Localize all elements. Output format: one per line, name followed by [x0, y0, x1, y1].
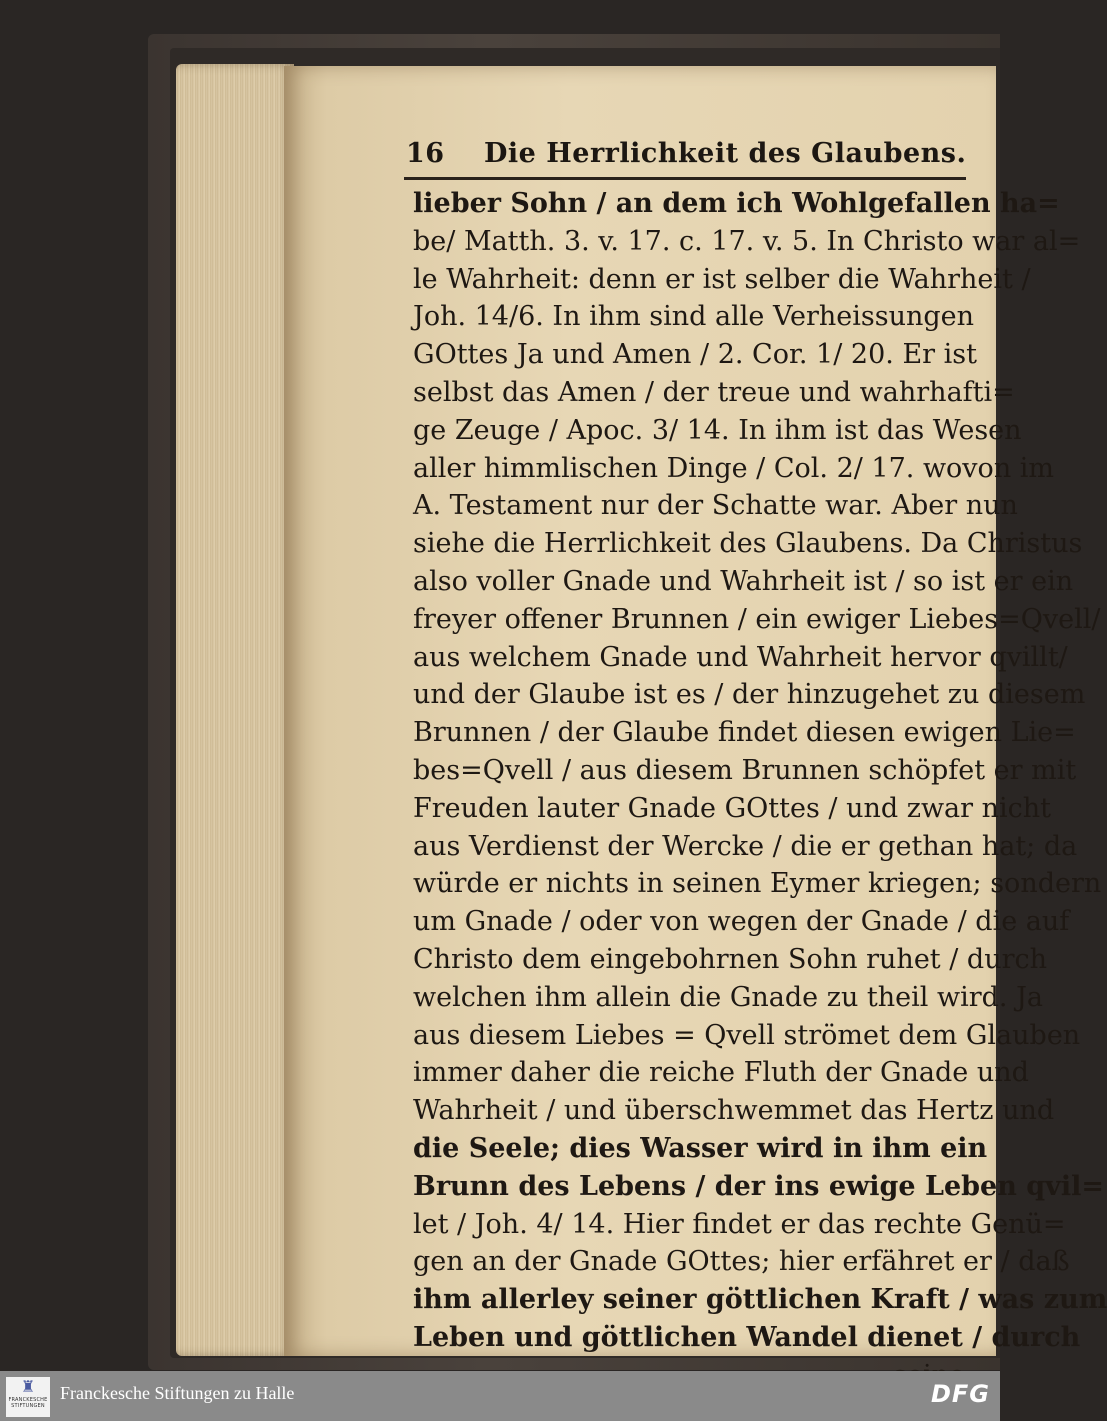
text-line: aller himmlischen Dinge / Col. 2/ 17. wovon im [413, 452, 1055, 484]
dfg-logo[interactable]: DFG [930, 1380, 990, 1408]
page-header [406, 134, 966, 178]
text-line: freyer offener Brunnen / ein ewiger Liebes=Qvell/ [413, 603, 1101, 635]
text-line: be/ Matth. 3. v. 17. c. 17. v. 5. In Christo war al= [413, 225, 1081, 257]
text-line: würde er nichts in seinen Eymer kriegen; sondern [413, 868, 1102, 900]
text-line: lieber Sohn / an dem ich Wohlgefallen ha= [413, 188, 1060, 219]
text-line: und der Glaube ist es / der hinzugehet zu diesem [413, 679, 1086, 711]
text-line: Joh. 14/6. In ihm sind alle Verheissungen [413, 301, 975, 333]
text-line: aus welchem Gnade und Wahrheit hervor qvillt/ [413, 641, 1068, 673]
institution-logo[interactable] [6, 1377, 50, 1417]
text-line: Wahrheit / und überschwemmet das Hertz und [413, 1095, 1055, 1127]
text-line: welchen ihm allein die Gnade zu theil wird. Ja [413, 981, 1044, 1013]
text-line: also voller Gnade und Wahrheit ist / so ist er ein [413, 565, 1074, 597]
text-line: ge Zeuge / Apoc. 3/ 14. In ihm ist das Wesen [413, 414, 1022, 446]
header-rule [404, 177, 966, 180]
text-line: A. Testament nur der Schatte war. Aber nun [413, 490, 1018, 522]
text-line: Brunn des Lebens / der ins ewige Leben qvil= [413, 1170, 1104, 1202]
building-icon: ♜ [20, 1377, 36, 1396]
text-line: ihm allerley seiner göttlichen Kraft / was zum [413, 1284, 1107, 1316]
text-line: GOttes Ja und Amen / 2. Cor. 1/ 20. Er ist [413, 339, 977, 371]
text-line: siehe die Herrlichkeit des Glaubens. Da Christus [413, 528, 1083, 560]
text-line: gen an der Gnade GOttes; hier erfähret er / daß [413, 1246, 1070, 1278]
text-line: let / Joh. 4/ 14. Hier findet er das rechte Genü= [413, 1208, 1066, 1240]
text-line: le Wahrheit: denn er ist selber die Wahrheit / [413, 263, 1031, 295]
text-line: Leben und göttlichen Wandel dienet / durch [413, 1321, 1081, 1353]
logo-text: FRANCKESCHE STIFTUNGEN [8, 1397, 48, 1409]
text-line: Freuden lauter Gnade GOttes / und zwar nicht [413, 792, 1052, 824]
text-line: Brunnen / der Glaube findet diesen ewigen Lie= [413, 717, 1076, 749]
text-line: die Seele; dies Wasser wird in ihm ein [413, 1132, 988, 1164]
institution-name: Franckesche Stiftungen zu Halle [60, 1383, 295, 1403]
page-edges [176, 64, 294, 1356]
text-line: immer daher die reiche Fluth der Gnade und [413, 1057, 1029, 1089]
text-line: selbst das Amen / der treue und wahrhafti= [413, 376, 1015, 408]
text-line: bes=Qvell / aus diesem Brunnen schöpfet er mit [413, 754, 1077, 786]
text-line: Christo dem eingebohrnen Sohn ruhet / durch [413, 943, 1047, 975]
text-line: aus Verdienst der Wercke / die er gethan hat; da [413, 830, 1078, 862]
running-head: Die Herrlichkeit des Glaubens. [484, 138, 967, 169]
footer-bar [0, 1371, 1000, 1421]
text-line: um Gnade / oder von wegen der Gnade / die auf [413, 906, 1070, 938]
page-number: 16 [406, 138, 445, 169]
text-line: aus diesem Liebes = Qvell strömet dem Glauben [413, 1019, 1081, 1051]
